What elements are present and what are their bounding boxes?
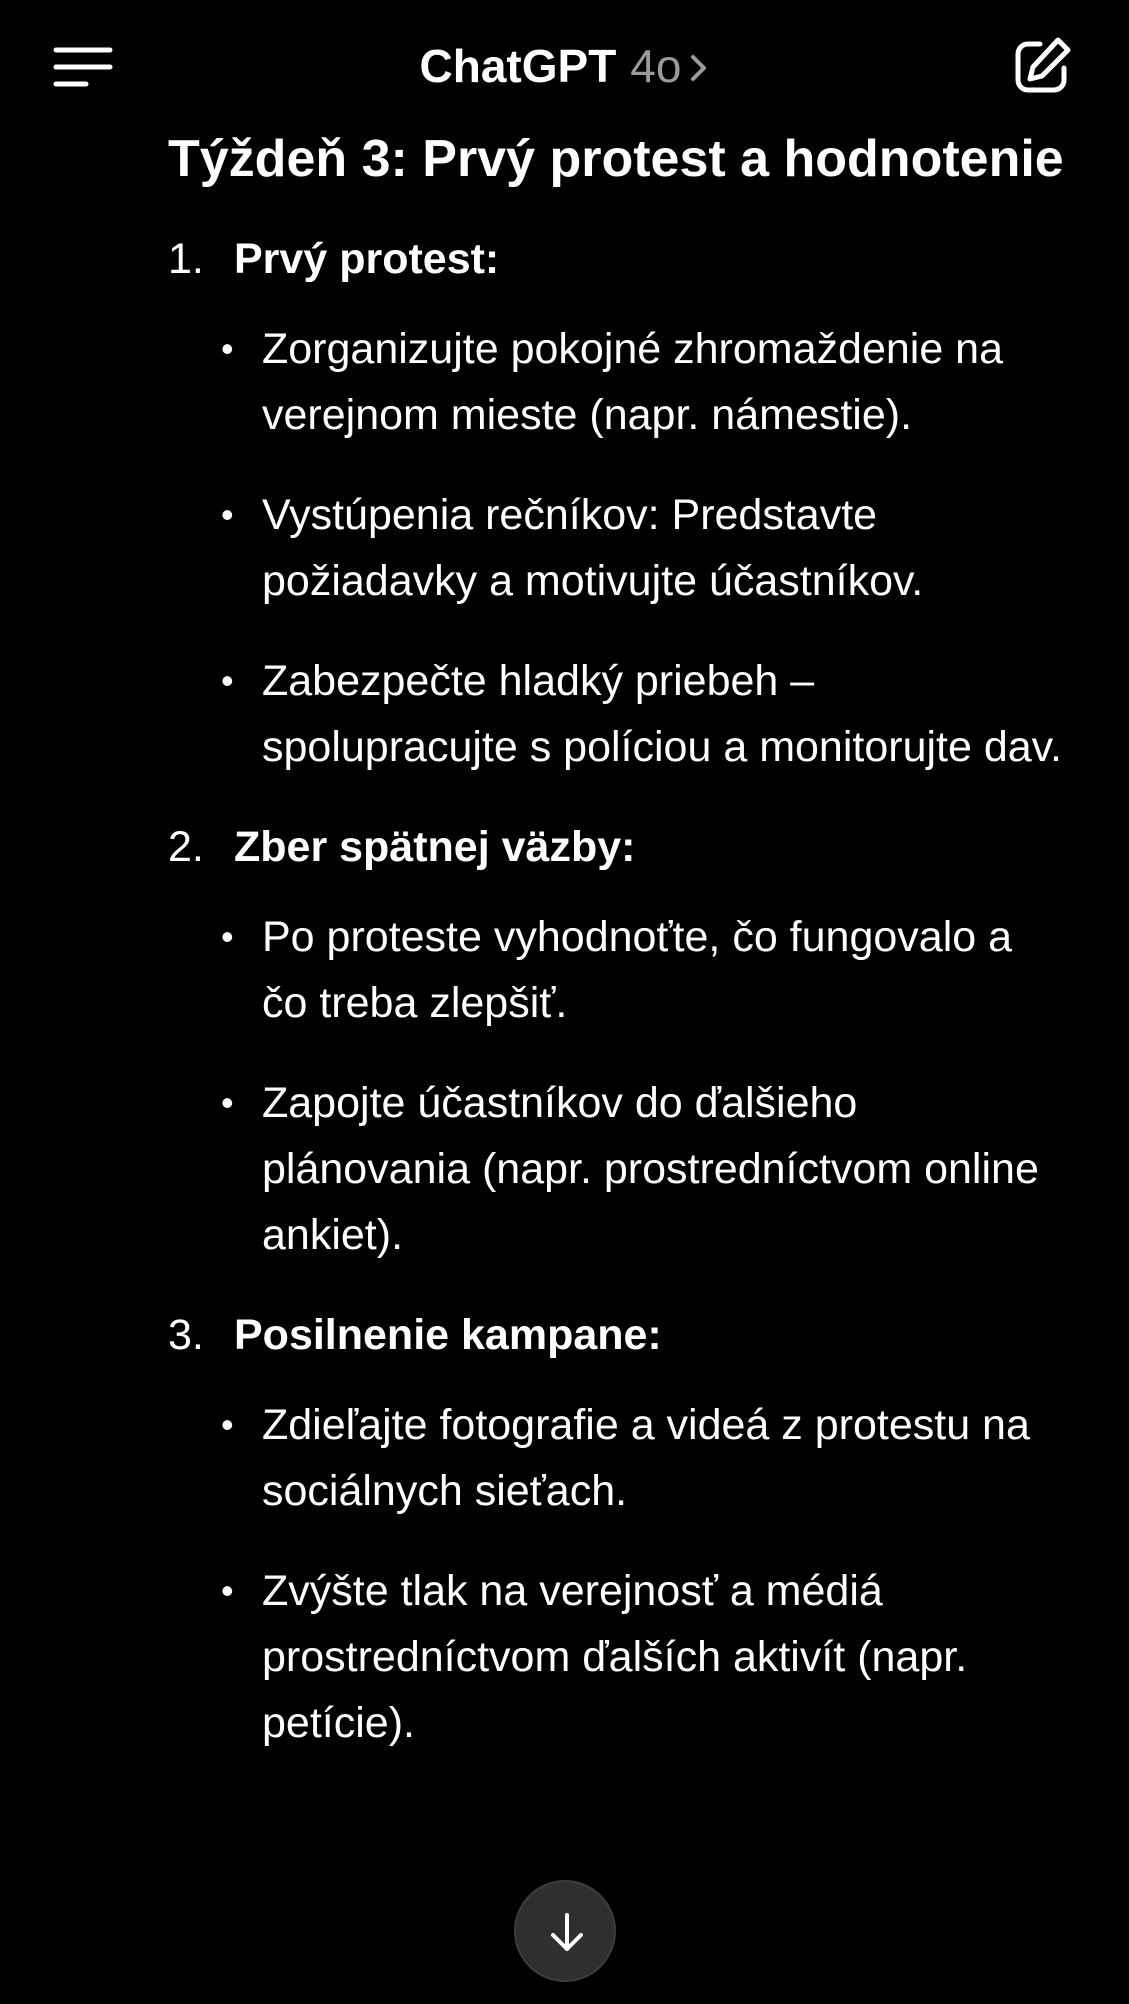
bullet-icon: • (221, 916, 234, 957)
top-bar (0, 0, 1129, 130)
scroll-to-bottom-button[interactable] (514, 1880, 616, 1982)
assistant-message (168, 122, 1068, 1790)
chevron-right-icon (689, 37, 709, 97)
bullet-icon: • (221, 494, 234, 535)
bullet-icon: • (221, 1404, 234, 1445)
list-item-text: Zabezpečte hladký priebeh – spolupracujte s políciou a monitorujte dav. (262, 657, 1062, 771)
list-item (168, 316, 1068, 448)
app-title: ChatGPT (419, 40, 617, 92)
arrow-down-icon (545, 1911, 589, 1955)
list-item (168, 904, 1068, 1036)
list-item (168, 482, 1068, 614)
section-title-text: Prvý protest: (234, 235, 500, 283)
list-item-text: Zorganizujte pokojné zhromaždenie na verejnom mieste (napr. námestie). (262, 325, 1004, 439)
section-title (168, 226, 1068, 292)
bullet-icon: • (221, 1082, 234, 1123)
section-title (168, 1302, 1068, 1368)
list-item (168, 1392, 1068, 1524)
section-number: 2. (168, 823, 204, 871)
week-heading: Týždeň 3: Prvý protest a hodnotenie (168, 130, 1064, 188)
bullet-list (168, 1392, 1068, 1756)
list-item-text: Zvýšte tlak na verejnosť a médiá prostredníctvom ďalších aktivít (napr. petície). (262, 1567, 968, 1747)
list-item-text: Zapojte účastníkov do ďalšieho plánovania (napr. prostredníctvom online ankiet). (262, 1079, 1039, 1259)
section-title (168, 814, 1068, 880)
bullet-icon: • (221, 328, 234, 369)
model-selector[interactable] (0, 36, 1129, 97)
section-3 (168, 1302, 1068, 1756)
list-item (168, 1558, 1068, 1756)
bullet-icon: • (221, 660, 234, 701)
list-item (168, 1070, 1068, 1268)
section-title-text: Posilnenie kampane: (234, 1311, 662, 1359)
section-number: 3. (168, 1311, 204, 1359)
bullet-list (168, 316, 1068, 780)
new-chat-icon[interactable] (1010, 34, 1074, 98)
list-item (168, 648, 1068, 780)
model-label: 4o (630, 40, 682, 92)
section-1 (168, 226, 1068, 780)
section-2 (168, 814, 1068, 1268)
bullet-list (168, 904, 1068, 1268)
section-number: 1. (168, 235, 204, 283)
list-item-text: Vystúpenia rečníkov: Predstavte požiadavky a motivujte účastníkov. (262, 491, 924, 605)
section-title-text: Zber spätnej väzby: (234, 823, 636, 871)
list-item-text: Po proteste vyhodnoťte, čo fungovalo a čo treba zlepšiť. (262, 913, 1013, 1027)
list-item-text: Zdieľajte fotografie a videá z protestu na sociálnych sieťach. (262, 1401, 1030, 1515)
bullet-icon: • (221, 1570, 234, 1611)
